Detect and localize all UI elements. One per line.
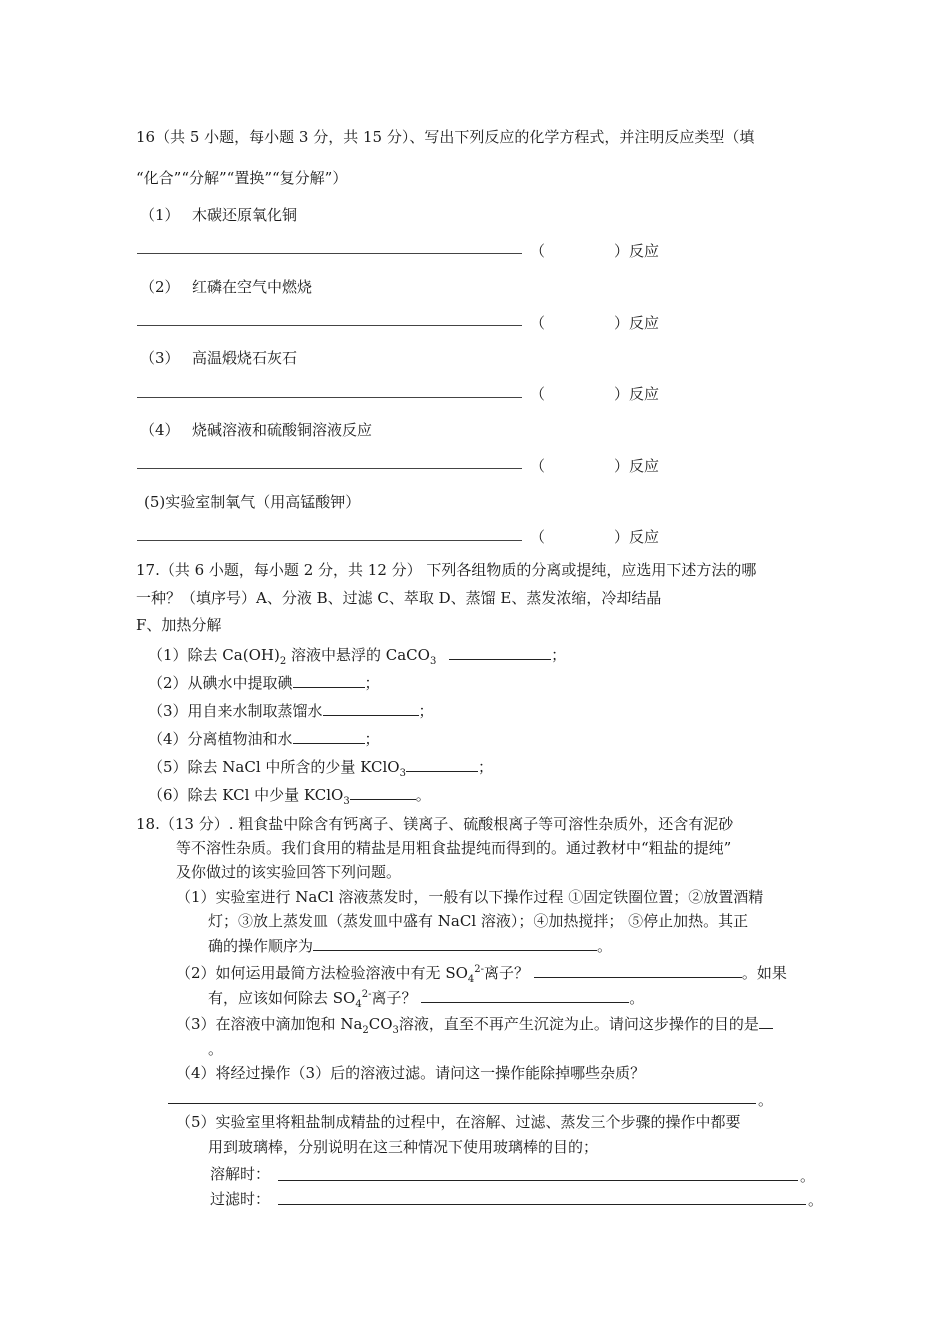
q18-answer-line-dissolve[interactable] (278, 1180, 798, 1181)
q17-answer-blank-2[interactable] (293, 672, 365, 688)
punct: ； (418, 702, 434, 720)
q18-part3-formula: CO (368, 1015, 393, 1033)
q18-part3-text-end: 溶液，直至不再产生沉淀为止。请问这步操作的目的是 (398, 1015, 759, 1033)
q18-part5-dissolve-end: 。 (800, 1167, 816, 1185)
superscript: 2- (361, 989, 372, 1000)
subscript: 3 (343, 796, 350, 807)
q18-part4-end: 。 (758, 1091, 774, 1109)
q16-header-line2: “化合”“分解”“置换”“复分解”） (136, 169, 348, 187)
q18-part5-line1: （5）实验室里将粗盐制成精盐的过程中，在溶解、过滤、蒸发三个步骤的操作中都要 (176, 1113, 741, 1131)
punct: ； (477, 758, 493, 776)
q16-item-3 (140, 348, 297, 368)
q16-item-2 (140, 277, 312, 297)
q18-part2-text-end: 。如果 (741, 964, 787, 982)
q16-paren-open-5: （ (530, 528, 546, 546)
q18-part3-line2: 。 (208, 1040, 224, 1058)
q18-part1-line3 (208, 935, 612, 956)
q16-item-num: （1） (140, 206, 180, 224)
q16-item-num: （2） (140, 278, 180, 296)
q16-type-label-3: ）反应 (614, 385, 660, 403)
subscript: 3 (392, 1025, 399, 1036)
q17-item-5 (148, 756, 493, 777)
q17-item-1-text-mid: 溶液中悬浮的 CaCO (286, 646, 430, 664)
q16-paren-open-3: （ (530, 385, 546, 403)
q18-part5-dissolve-label: 溶解时： (210, 1165, 271, 1183)
q17-item-6-text: （6）除去 KCl 中少量 KClO (148, 786, 344, 804)
q18-answer-blank-2b[interactable] (421, 987, 629, 1003)
q16-item-text: 木碳还原氧化铜 (192, 206, 298, 224)
q17-answer-blank-6[interactable] (350, 784, 416, 800)
q17-header-line1: 17.（共 6 小题，每小题 2 分，共 12 分） 下列各组物质的分离或提纯，应选用下述方法的哪 (136, 561, 757, 579)
q17-item-4-text: （4）分离植物油和水 (148, 730, 293, 748)
subscript: 3 (399, 768, 406, 779)
q18-part1-line2: 灯；③放上蒸发皿（蒸发皿中盛有 NaCl 溶液）；④加热搅拌； ⑤停止加热。其正 (208, 912, 749, 930)
q17-item-4 (148, 728, 380, 749)
q17-answer-blank-4[interactable] (293, 728, 365, 744)
q16-item-5 (144, 492, 360, 512)
q16-item-num: （4） (140, 421, 180, 439)
q17-item-1 (148, 644, 566, 665)
q16-answer-line-4[interactable] (137, 468, 522, 469)
q16-item-text: 高温煅烧石灰石 (192, 349, 298, 367)
q16-item-text: 实验室制氧气（用高锰酸钾） (165, 493, 361, 511)
q17-item-1-text: （1）除去 Ca(OH) (148, 646, 280, 664)
q16-type-label-4: ）反应 (614, 457, 660, 475)
punct: ； (364, 674, 380, 692)
q17-item-3 (148, 700, 434, 721)
q17-header-line2: 一种？（填序号）A、分液 B、过滤 C、萃取 D、蒸馏 E、蒸发浓缩，冷却结晶 (136, 589, 662, 607)
q18-part2-text2-mid: 离子？ (371, 989, 417, 1007)
q18-answer-line-filter[interactable] (278, 1204, 806, 1205)
q18-header-line3: 及你做过的该实验回答下列问题。 (176, 863, 402, 881)
q16-type-label-5: ）反应 (614, 528, 660, 546)
q16-paren-open-2: （ (530, 314, 546, 332)
q16-type-label-1: ）反应 (614, 242, 660, 260)
q16-answer-line-1[interactable] (137, 253, 522, 254)
q17-answer-blank-5[interactable] (406, 756, 478, 772)
q16-item-text: 红磷在空气中燃烧 (192, 278, 313, 296)
q18-header-line2: 等不溶性杂质。我们食用的精盐是用粗食盐提纯而得到的。通过教材中“粗盐的提纯” (176, 839, 732, 857)
q18-part2-text: （2）如何运用最简方法检验溶液中有无 SO (176, 964, 468, 982)
subscript: 2 (362, 1025, 369, 1036)
q18-part5-filter-label: 过滤时： (210, 1190, 271, 1208)
q17-item-6 (148, 784, 431, 805)
q18-header-line1: 18.（13 分）. 粗食盐中除含有钙离子、镁离子、硫酸根离子等可溶性杂质外，还含有泥砂 (136, 815, 734, 833)
superscript: 2- (474, 964, 485, 975)
punct: ； (364, 730, 380, 748)
q18-part5-filter-end: 。 (808, 1191, 824, 1209)
q16-item-text: 烧碱溶液和硫酸铜溶液反应 (192, 421, 373, 439)
q17-item-5-text: （5）除去 NaCl 中所含的少量 KClO (148, 758, 400, 776)
q18-answer-blank-1[interactable] (313, 935, 597, 951)
q18-part1-line1: （1）实验室进行 NaCl 溶液蒸发时，一般有以下操作过程 ①固定铁圈位置；②放置酒精 (176, 888, 764, 906)
q16-answer-line-5[interactable] (137, 540, 522, 541)
q16-item-4 (140, 420, 372, 440)
q16-item-num: (5) (144, 493, 166, 511)
q16-paren-open-4: （ (530, 457, 546, 475)
q18-part4-line1: （4）将经过操作（3）后的溶液过滤。请问这一操作能除掉哪些杂质？ (176, 1064, 646, 1082)
q17-item-3-text: （3）用自来水制取蒸馏水 (148, 702, 323, 720)
q17-header-line3: F、加热分解 (136, 616, 222, 634)
q18-answer-blank-2a[interactable] (534, 962, 742, 978)
punct: 。 (415, 786, 431, 804)
q16-answer-line-3[interactable] (137, 397, 522, 398)
q18-part2-line1 (176, 962, 787, 983)
q16-answer-line-2[interactable] (137, 325, 522, 326)
q16-paren-open-1: （ (530, 242, 546, 260)
subscript: 3 (429, 656, 437, 667)
q16-item-1 (140, 205, 297, 225)
q17-item-2-text: （2）从碘水中提取碘 (148, 674, 293, 692)
subscript: 2 (279, 656, 287, 667)
subscript: 4 (355, 999, 362, 1010)
q16-item-num: （3） (140, 349, 180, 367)
subscript: 4 (467, 974, 475, 985)
q17-answer-blank-1[interactable] (449, 644, 551, 660)
punct: ； (551, 646, 567, 664)
q18-part2-text-mid: 离子？ (484, 964, 530, 982)
q18-answer-line-4[interactable] (168, 1103, 756, 1104)
q18-answer-blank-3[interactable] (759, 1013, 773, 1029)
q17-item-2 (148, 672, 380, 693)
q18-part1-prompt: 确的操作顺序为 (208, 937, 314, 955)
q16-type-label-2: ）反应 (614, 314, 660, 332)
q16-header-line1: 16（共 5 小题，每小题 3 分，共 15 分）、写出下列反应的化学方程式，并注明反应类型（填 (136, 128, 755, 146)
punct: 。 (629, 989, 645, 1007)
q18-part2-text2: 有，应该如何除去 SO (208, 989, 356, 1007)
q18-part5-line2: 用到玻璃棒，分别说明在这三种情况下使用玻璃棒的目的； (208, 1138, 599, 1156)
q17-answer-blank-3[interactable] (323, 700, 419, 716)
punct: 。 (597, 937, 613, 955)
q18-part3-text: （3）在溶液中滴加饱和 Na (176, 1015, 363, 1033)
q18-part2-line2 (208, 987, 644, 1008)
q18-part3-line1 (176, 1013, 773, 1034)
